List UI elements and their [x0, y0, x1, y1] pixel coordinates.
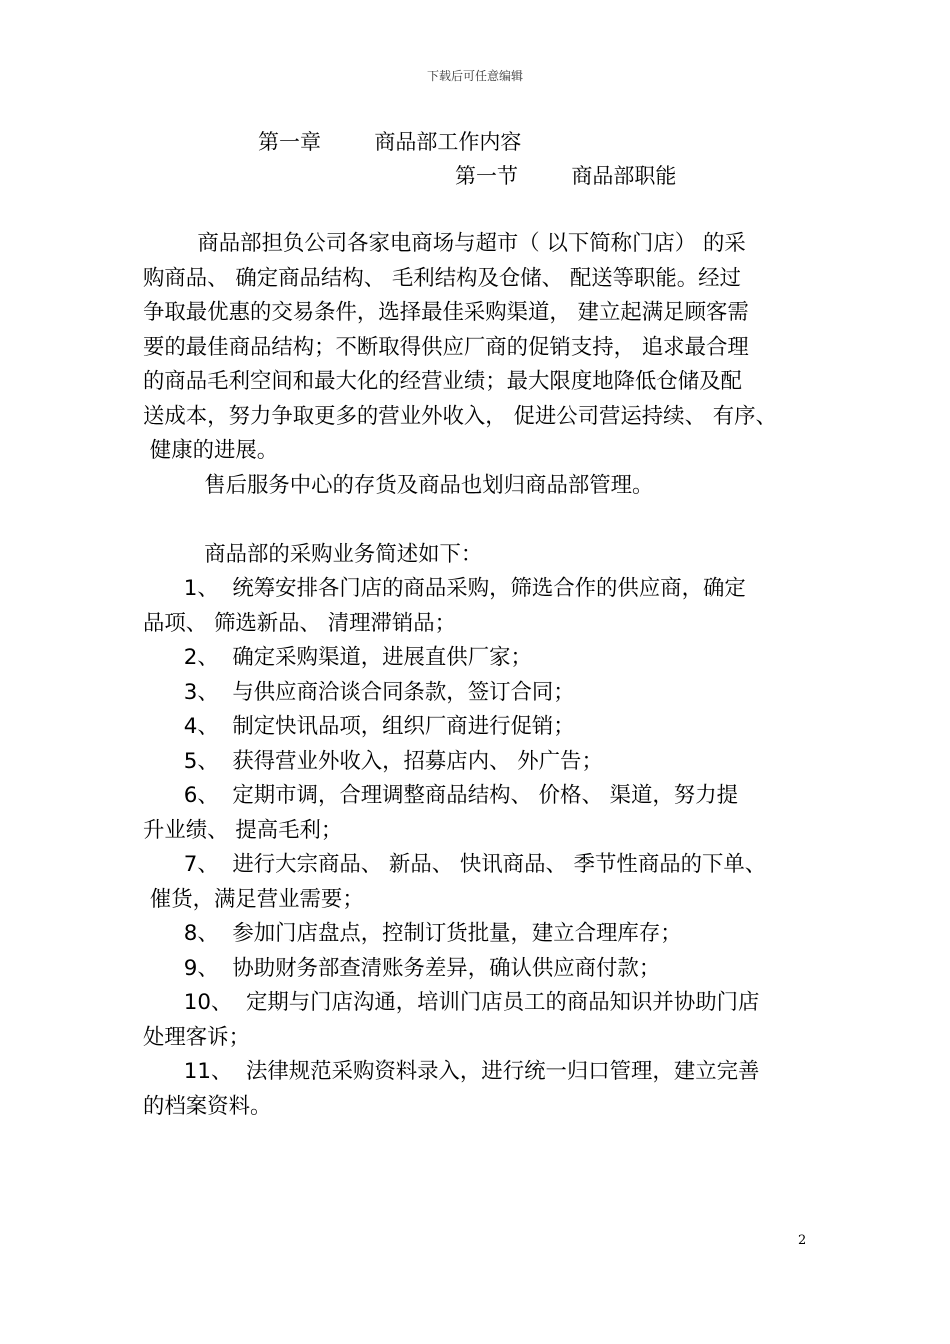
list-item: 升业绩、 提高毛利； — [143, 817, 343, 843]
list-item: 催货，满足营业需要； — [143, 886, 364, 912]
list-item: 9、 协助财务部查清账务差异，确认供应商付款； — [143, 955, 661, 981]
text-line: 要的最佳商品结构；不断取得供应厂商的促销支持， 追求最合理 — [143, 334, 749, 360]
list-intro: 商品部的采购业务简述如下： — [143, 541, 483, 567]
text-line: 争取最优惠的交易条件，选择最佳采购渠道， 建立起满足顾客需 — [143, 300, 749, 325]
list-item: 8、 参加门店盘点，控制订货批量，建立合理库存； — [143, 921, 682, 946]
list-item: 4、 制定快讯品项，组织厂商进行促销； — [143, 714, 575, 739]
blank-line — [143, 503, 823, 538]
section-title: 第一节 商品部职能 — [455, 164, 677, 188]
text-line: 健康的进展。 — [143, 438, 279, 463]
page-number: 2 — [798, 1233, 807, 1248]
list-item: 3、 与供应商洽谈合同条款，签订合同； — [143, 679, 575, 705]
list-item: 10、 定期与门店沟通，培训门店员工的商品知识并协助门店 — [143, 990, 760, 1015]
list-item: 品项、 筛选新品、 清理滞销品； — [143, 610, 457, 636]
list-item: 的档案资料。 — [143, 1093, 272, 1119]
header-note: 下载后可任意编辑 — [426, 69, 523, 83]
text-line: 商品部担负公司各家电商场与超市（ 以下简称门店） 的采 — [143, 231, 746, 256]
list-item: 5、 获得营业外收入，招募店内、 外广告； — [143, 748, 603, 774]
chapter-title: 第一章 商品部工作内容 — [258, 130, 522, 154]
paragraph-after-sales: 售后服务中心的存货及商品也划归商品部管理。 — [143, 472, 654, 498]
list-item: 7、 进行大宗商品、 新品、 快讯商品、 季节性商品的下单、 — [143, 852, 767, 877]
procurement-list — [143, 572, 823, 1124]
list-item: 6、 定期市调，合理调整商品结构、 价格、 渠道，努力提 — [143, 783, 738, 808]
list-item: 处理客诉； — [143, 1024, 250, 1050]
text-line: 购商品、 确定商品结构、 毛利结构及仓储、 配送等职能。经过 — [143, 265, 741, 291]
document-body — [143, 227, 823, 1124]
list-item: 11、 法律规范采购资料录入，进行统一归口管理，建立完善 — [143, 1059, 760, 1084]
list-item: 1、 统筹安排各门店的商品采购，筛选合作的供应商，确定 — [143, 576, 746, 601]
list-item: 2、 确定采购渠道，进展直供厂家； — [143, 645, 532, 670]
paragraph-duties — [143, 227, 823, 469]
text-line: 的商品毛利空间和最大化的经营业绩；最大限度地降低仓储及配 — [143, 369, 742, 394]
text-line: 送成本，努力争取更多的营业外收入， 促进公司营运持续、 有序、 — [143, 403, 777, 429]
